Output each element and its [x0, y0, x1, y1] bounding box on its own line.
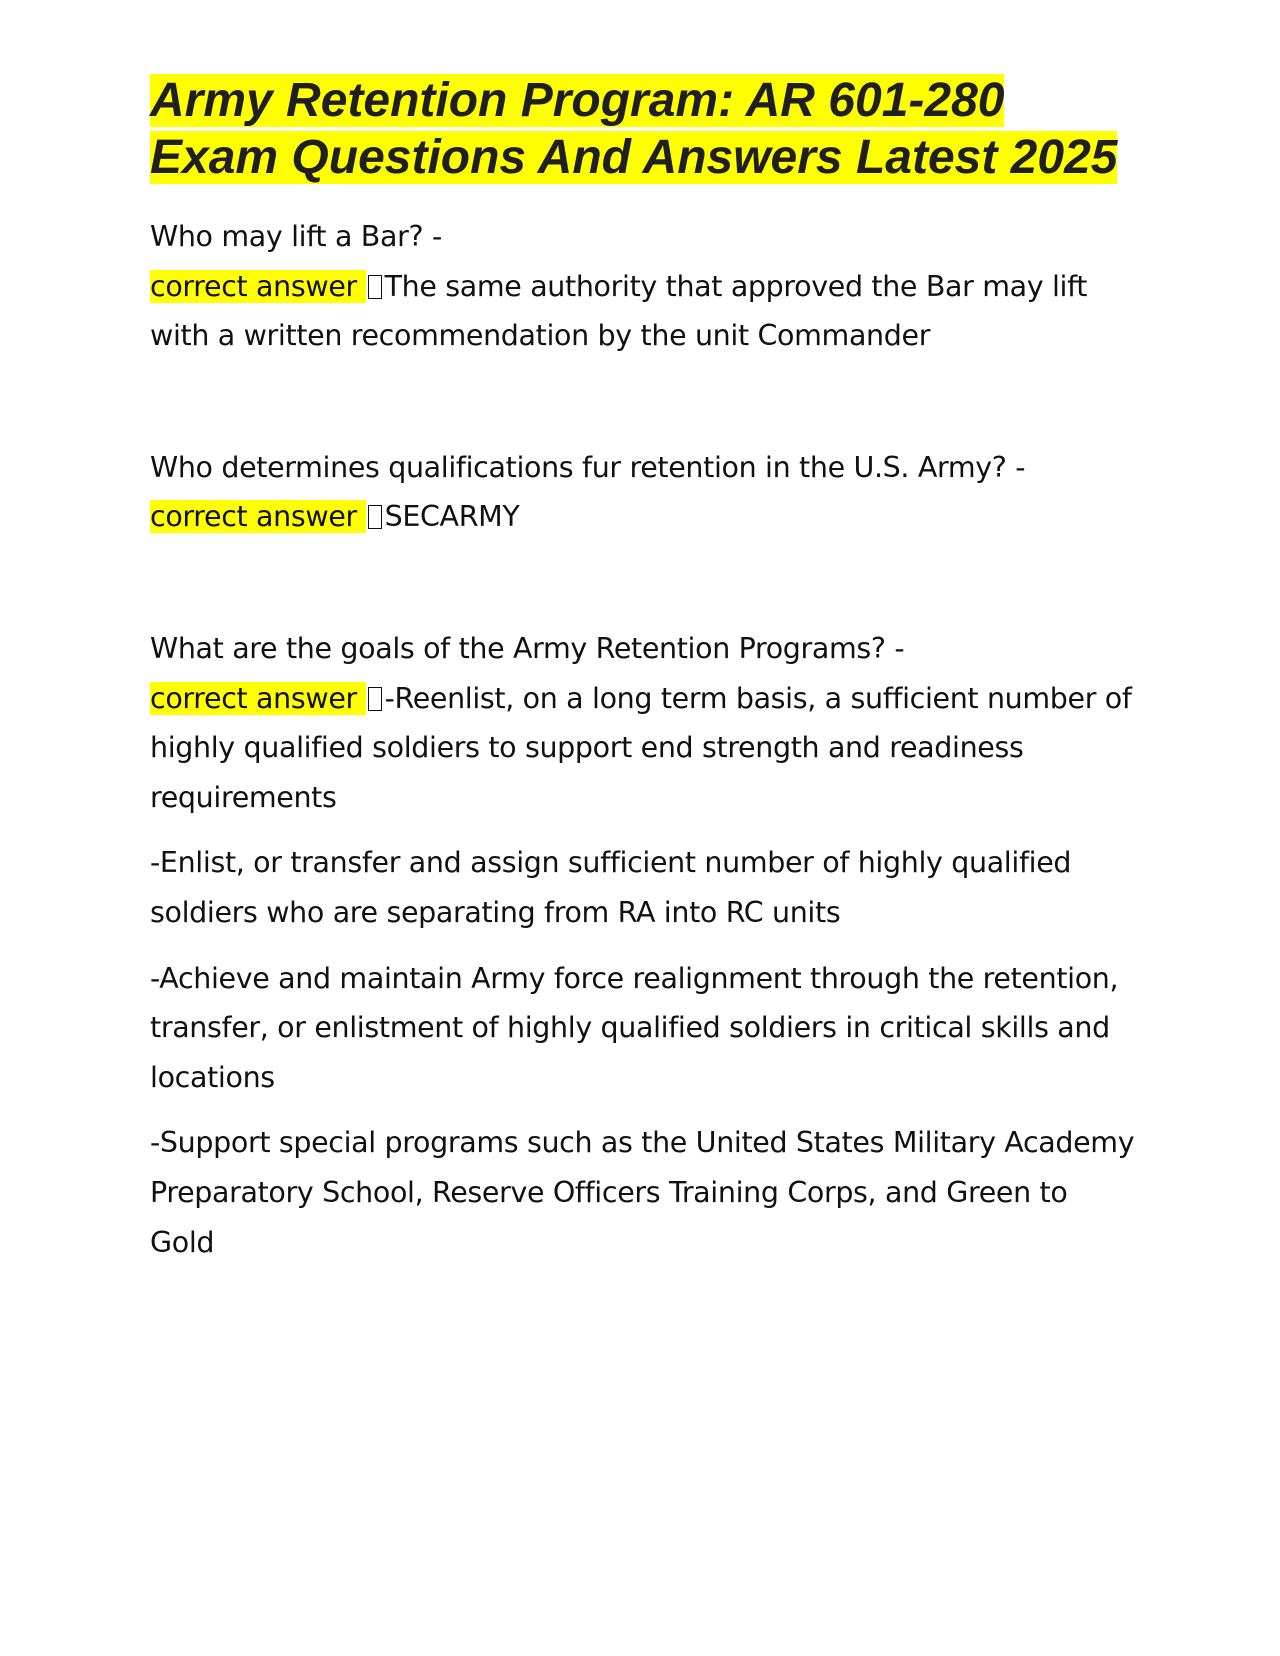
spacer [150, 361, 1135, 443]
answer-line [150, 674, 1135, 823]
document-title [150, 72, 1135, 186]
answer-label: correct answer [150, 500, 366, 534]
answer-label: correct answer [150, 681, 366, 715]
answer-line [150, 492, 1135, 542]
goal-paragraph: -Support special programs such as the United States Military Academy Preparatory School, Reserve Officers Training Corps, and Green to Gold [150, 1126, 1135, 1259]
answer-text: -Reenlist, on a long term basis, a sufficient number of highly qualified soldiers to support end strength and readiness requirements [150, 681, 1132, 814]
missing-glyph-icon [368, 275, 382, 299]
question-text: Who determines qualifications fur retention in the U.S. Army? - [150, 450, 1026, 484]
goal-paragraph: -Achieve and maintain Army force realignment through the retention, transfer, or enlistment of highly qualified soldiers in critical skills and locations [150, 961, 1119, 1094]
question-text: What are the goals of the Army Retention Programs? - [150, 631, 905, 665]
answer-line [150, 262, 1135, 361]
answer-text: The same authority that approved the Bar may lift with a written recommendation by the unit Commander [150, 269, 1088, 353]
missing-glyph-icon [368, 505, 382, 529]
qa-item-1 [150, 212, 1135, 361]
title-highlight: Army Retention Program: AR 601-280 Exam Questions And Answers Latest 2025 [150, 74, 1118, 184]
qa-item-2 [150, 443, 1135, 542]
document-page [150, 72, 1135, 1267]
answer-text: SECARMY [384, 500, 520, 534]
goal-paragraph: -Enlist, or transfer and assign sufficient number of highly qualified soldiers who are separating from RA into RC units [150, 846, 1072, 929]
qa-item-3 [150, 624, 1135, 1267]
question-text: Who may lift a Bar? - [150, 220, 442, 253]
answer-label: correct answer [150, 269, 366, 303]
missing-glyph-icon [368, 687, 382, 711]
spacer [150, 542, 1135, 624]
